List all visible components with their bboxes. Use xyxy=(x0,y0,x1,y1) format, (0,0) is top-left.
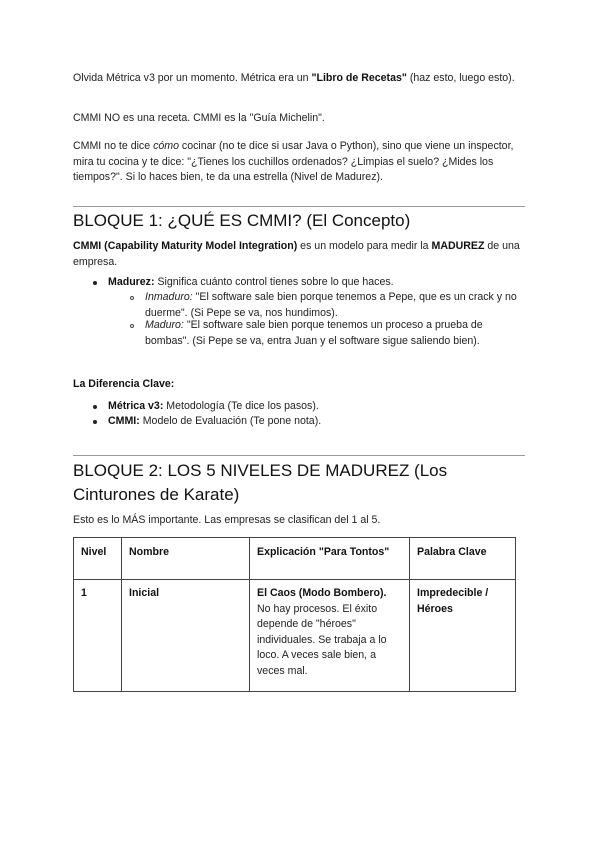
list-item-inmaduro: Inmaduro: "El software sale bien porque tenemos a Pepe, que es un crack y no duerme". (Si Pepe se va, nos hundimos). xyxy=(145,291,517,319)
divider xyxy=(73,206,525,207)
list-item-metrica: Métrica v3: Metodología (Te dice los pasos). xyxy=(108,400,319,412)
column-header: Palabra Clave xyxy=(410,538,516,580)
diferencia-clave-title: La Diferencia Clave: xyxy=(73,378,175,390)
sub-bullet-icon xyxy=(130,324,134,328)
table-header-row xyxy=(74,538,516,580)
list-item-maduro: Maduro: "El software sale bien porque tenemos un proceso a prueba de bombas". (Si Pepe se va, entra Juan y el software sigue saliendo bien). xyxy=(145,319,483,347)
list-item-cmmi: CMMI: Modelo de Evaluación (Te pone nota). xyxy=(108,415,322,427)
column-header: Nombre xyxy=(122,538,250,580)
bloque2-heading: BLOQUE 2: LOS 5 NIVELES DE MADUREZ (Los Cinturones de Karate) xyxy=(73,461,448,504)
bullet-icon xyxy=(93,281,97,285)
cmmi-definition: CMMI (Capability Maturity Model Integration) es un modelo para medir la MADUREZ de una empresa. xyxy=(73,240,520,268)
cell-nombre: Inicial xyxy=(122,580,250,692)
column-header: Explicación "Para Tontos" xyxy=(250,538,410,580)
table-row xyxy=(74,580,516,692)
intro-paragraph-1: Olvida Métrica v3 por un momento. Métrica era un "Libro de Recetas" (haz esto, luego esto). xyxy=(73,72,515,84)
sub-bullet-icon xyxy=(130,296,134,300)
cell-nivel: 1 xyxy=(74,580,122,692)
bloque2-intro: Esto es lo MÁS importante. Las empresas se clasifican del 1 al 5. xyxy=(73,514,381,526)
bullet-icon xyxy=(93,405,97,409)
column-header: Nivel xyxy=(74,538,122,580)
intro-paragraph-3: CMMI no te dice cómo cocinar (no te dice si usar Java o Python), sino que viene un inspector, mira tu cocina y te dice: "¿Tienes los cuchillos ordenados? ¿Limpias el suelo? ¿Mides los tiempos?". Si lo haces bien, te da una estrella (Nivel de Madurez). xyxy=(73,140,514,183)
bullet-icon xyxy=(93,420,97,424)
cell-explicacion: El Caos (Modo Bombero). No hay procesos. El éxito depende de "héroes" individuales. Se trabaja a lo loco. A veces sale bien, a veces mal. xyxy=(250,580,410,692)
cell-palabra-clave: Impredecible / Héroes xyxy=(410,580,516,692)
levels-table xyxy=(73,537,516,692)
bloque1-heading: BLOQUE 1: ¿QUÉ ES CMMI? (El Concepto) xyxy=(73,211,411,230)
intro-paragraph-2: CMMI NO es una receta. CMMI es la "Guía Michelin". xyxy=(73,112,325,124)
list-item-madurez: Madurez: Significa cuánto control tienes sobre lo que haces. xyxy=(108,276,394,288)
divider xyxy=(73,455,525,456)
